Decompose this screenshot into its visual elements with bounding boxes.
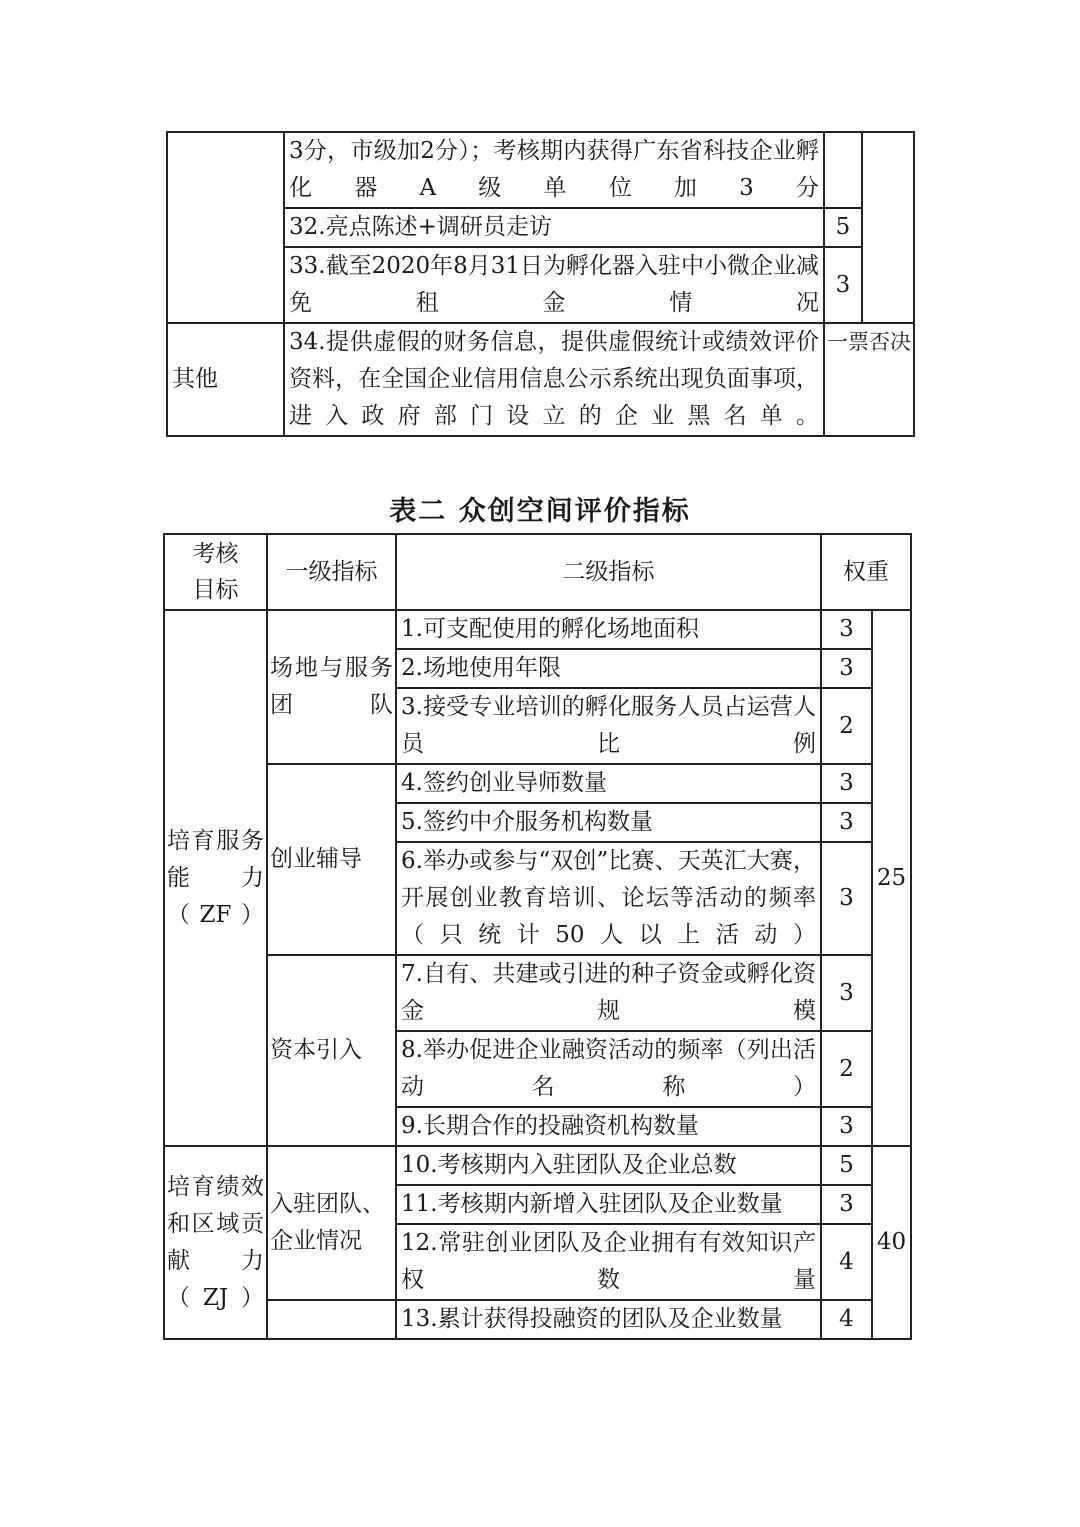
goal-zf: 培育服务能力（ZF） — [164, 610, 267, 1146]
weight-cell: 2 — [821, 688, 872, 764]
weight-cell: 3 — [821, 610, 872, 649]
item-cell: 1.可支配使用的孵化场地面积 — [396, 610, 821, 649]
table-1-continuation — [166, 131, 915, 437]
header-weight: 权重 — [821, 534, 911, 610]
item-cell: 12.常驻创业团队及企业拥有有效知识产权数量 — [396, 1224, 821, 1300]
header-level1: 一级指标 — [267, 534, 396, 610]
item-cell: 5.签约中介服务机构数量 — [396, 803, 821, 842]
level1-capital-introduction: 资本引入 — [267, 955, 396, 1146]
table-row-other — [167, 323, 914, 436]
weight-cell: 3 — [821, 803, 872, 842]
table-2-title: 表二 众创空间评价指标 — [389, 496, 691, 527]
item-cell: 33.截至2020年8月31日为孵化器入驻中小微企业减免租金情况 — [284, 247, 824, 323]
weight-cell: 3 — [821, 649, 872, 688]
category-other: 其他 — [167, 323, 284, 436]
table-header-row — [164, 534, 911, 610]
weight-cell: 3 — [821, 764, 872, 803]
item-cell: 10.考核期内入驻团队及企业总数 — [396, 1146, 821, 1185]
item-cell: 6.举办或参与“双创”比赛、天英汇大赛，开展创业教育培训、论坛等活动的频率（只统计50人以上活动） — [396, 842, 821, 955]
item-cell: 7.自有、共建或引进的种子资金或孵化资金规模 — [396, 955, 821, 1031]
table-row — [164, 610, 911, 649]
total-cell — [862, 132, 914, 323]
item-cell: 34.提供虚假的财务信息，提供虚假统计或绩效评价资料，在全国企业信用信息公示系统出现负面事项，进入政府部门设立的企业黑名单。 — [284, 323, 824, 436]
weight-cell: 4 — [821, 1224, 872, 1300]
item-cell: 32.亮点陈述+调研员走访 — [284, 208, 824, 247]
item-cell: 13.累计获得投融资的团队及企业数量 — [396, 1300, 821, 1339]
header-level2: 二级指标 — [396, 534, 821, 610]
item-cell: 8.举办促进企业融资活动的频率（列出活动名称） — [396, 1031, 821, 1107]
level1-empty-cell — [267, 1300, 396, 1339]
weight-cell: 4 — [821, 1300, 872, 1339]
weight-cell: 3 — [821, 1185, 872, 1224]
table-row — [164, 955, 911, 1031]
table-row — [167, 132, 914, 208]
weight-cell: 5 — [821, 1146, 872, 1185]
category-cell — [167, 132, 284, 323]
weight-cell: 5 — [824, 208, 862, 247]
level1-venue-service: 场地与服务团队 — [267, 610, 396, 764]
veto-cell: 一票否决 — [824, 323, 914, 436]
weight-cell: 3 — [821, 955, 872, 1031]
item-cell: 9.长期合作的投融资机构数量 — [396, 1107, 821, 1146]
item-cell: 3分，市级加2分）；考核期内获得广东省科技企业孵化器A级单位加3分 — [284, 132, 824, 208]
weight-cell: 2 — [821, 1031, 872, 1107]
table-row — [164, 1300, 911, 1339]
level1-entrepreneurship-guidance: 创业辅导 — [267, 764, 396, 955]
total-zj: 40 — [872, 1146, 911, 1339]
weight-cell — [824, 132, 862, 208]
weight-cell: 3 — [821, 1107, 872, 1146]
header-goal: 考核目标 — [164, 534, 267, 610]
goal-zj: 培育绩效和区域贡献力（ZJ） — [164, 1146, 267, 1339]
item-cell: 3.接受专业培训的孵化服务人员占运营人员比例 — [396, 688, 821, 764]
table-row — [164, 1146, 911, 1185]
table-2-evaluation-indicators — [163, 533, 912, 1340]
total-zf: 25 — [872, 610, 911, 1146]
weight-cell: 3 — [821, 842, 872, 955]
item-cell: 4.签约创业导师数量 — [396, 764, 821, 803]
level1-resident-teams: 入驻团队、企业情况 — [267, 1146, 396, 1300]
item-cell: 11.考核期内新增入驻团队及企业数量 — [396, 1185, 821, 1224]
table-row — [164, 764, 911, 803]
item-cell: 2.场地使用年限 — [396, 649, 821, 688]
weight-cell: 3 — [824, 247, 862, 323]
